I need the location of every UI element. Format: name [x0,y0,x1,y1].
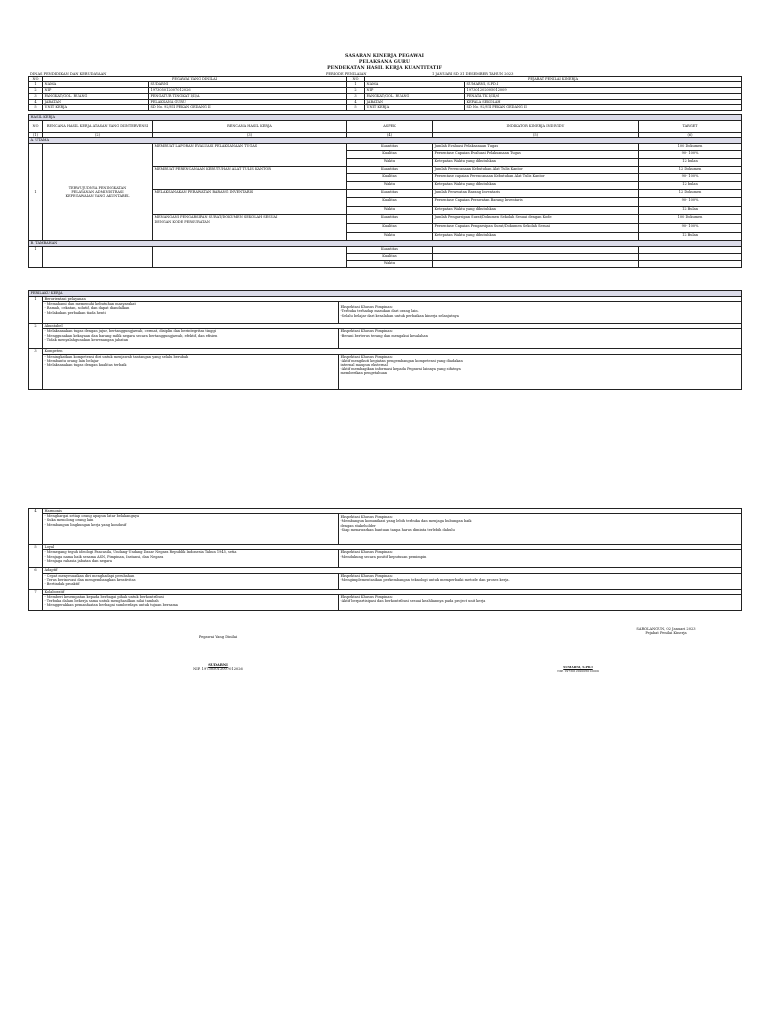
assessor-signature-nip: NIP. 197301202005012009 [557,669,599,673]
title-line-2: PELAKSANA GURU [358,60,411,65]
behavior-name: Kompeten [43,349,742,354]
target-cell [639,246,742,253]
column-index: (4) [347,132,433,138]
behavior-table-part-1 [28,290,742,390]
expectation-line: -Siap menawarkan bantuan tanpa harus diminta terlebih dahulu [340,527,455,532]
id-row-no: 1 [347,82,365,88]
rhk-cell [153,215,347,241]
aspek-cell: Kualitas [347,253,433,260]
section-utama: A. UTAMA [29,138,742,144]
sign-place-date: SAROLANGUN, 02 Januari 2023 [636,627,696,631]
target-cell: 12 bulan [639,181,742,189]
tambahan-no: 1 [29,246,43,267]
aspek-cell: Kualitas [347,174,433,182]
behavior-expectation [339,514,742,545]
expectation-line: Ekspektasi Khusus Pimpinan: [340,550,393,555]
employee-section-title: PEGAWAI YANG DINILAI [43,77,347,82]
aspek-cell: Waktu [347,181,433,189]
id-row-label: NIP [43,88,149,94]
behavior-expectation [339,594,742,610]
indikator-cell [433,246,639,253]
behavior-name: Kolaboratif [43,589,742,594]
col-no: NO [29,120,43,132]
behavior-expectation [339,573,742,589]
id-row-label: PANGKAT/GOL. RUANG [43,93,149,99]
assessor-position: KEPALA SEKOLAH [465,99,742,105]
aspek-cell: Kuantitas [347,143,433,151]
assessor-signature [518,665,638,673]
behavior-point: - Bertindak proaktif [44,582,80,587]
behavior-point: - Menjaga nama baik sesama ASN, Pimpinan, Instansi, dan Negara [44,554,164,559]
expectation-line: -Aktif berpartisipasi dan berkontribusi sesuai keahliannya pada project unit kerja [340,599,486,604]
behavior-point: - Melakukan perbaikan tiada henti [44,310,106,315]
title-line-3: PENDEKATAN HASIL KERJA KUANTITATIF [327,66,442,71]
employee-nip: 197305012007012026 [149,88,347,94]
behavior-point: - Memegang teguh ideologi Pancasila, Undang-Undang Dasar Negara Republik Indonesia Tahun 1945, setia [44,550,237,555]
behavior-expectation [339,550,742,568]
employee-rank: PENGATUR TINGKAT I/II/A [149,93,347,99]
employee-position: PELAKSANA GURU [149,99,347,105]
behavior-name: Loyal [43,545,742,550]
indikator-cell: Persentase Capaian Evaluasi Pelaksanaan Tugas [433,151,639,159]
target-cell: 90- 100% [639,198,742,207]
tambahan-row [29,246,742,253]
target-cell: 12 Dokumen [639,166,742,174]
behavior-point: - Melaksanakan tugas dengan kualitas terbaik [44,363,127,368]
behavior-no: 1 [29,297,43,324]
assessor-unit: SD No. 92/VII PEKAN GEDANG II [465,105,742,111]
aspek-cell: Waktu [347,260,433,267]
indikator-cell: Ketepatan Waktu yang dibutuhkan [433,181,639,189]
behavior-name: Adaptif [43,568,742,573]
employee-signature [118,663,318,672]
behavior-point: - Tidak menyalahgunakan kewenangan jabatan [44,337,129,342]
assessor-section-title: PEJABAT PENILAI KINERJA [365,77,742,82]
target-cell: 12 Dokumen [639,189,742,198]
employee-unit: SD No. 92/VII PEKAN GEDANG II [149,105,347,111]
behavior-point: - Menggunakan kekayaan dan barang milik negara secara bertanggungjawab, efektif, dan efisien [44,333,218,338]
intervensi-line: KEPEGAWAIAN YANG AKUNTABEL [65,193,130,198]
behavior-points [43,550,339,568]
target-cell: 12 Bulan [639,232,742,241]
aspek-cell: Waktu [347,206,433,215]
employee-label: Pegawai Yang Dinilai [198,635,238,639]
behavior-point: - Suka menolong orang lain [44,518,94,523]
expectation-line: Ekspektasi Khusus Pimpinan: [340,515,393,520]
work-results-table [28,114,742,268]
indikator-cell: Jumlah Pengarsipan Surat/Dokumen Sekolah Sesuai dengan Kode [433,215,639,224]
behavior-point: - Cepat menyesuaikan diri menghadapi perubahan [44,573,135,578]
behavior-point: - Menjaga rahasia jabatan dan negara [44,558,112,563]
expectation-line: -Mengimplementasikan perkembangan teknologi untuk memperbaiki metode dan proses kerja. [340,577,510,582]
col-target: TARGET [639,120,742,132]
agency-name: DINAS PENDIDIKAN DAN KEBUDAYAAN [30,72,107,76]
id-row-no: 1 [29,82,43,88]
period-value: 1 JANUARI SD 31 DESEMBER TAHUN 2023 [432,72,514,76]
behavior-point: - Ramah, cekatan, solutif, dan dapat diandalkan [44,306,130,311]
behavior-no: 2 [29,324,43,349]
title-line-1: SASARAN KINERJA PEGAWAI [344,54,425,59]
aspek-cell: Kuantitas [347,189,433,198]
behavior-points [43,302,339,324]
id-row-label: UNIT KERJA [365,105,465,111]
aspek-cell: Kuantitas [347,246,433,253]
indikator-cell: Ketepatan Waktu yang dibutuhkan [433,232,639,241]
id-row-label: NAMA [365,82,465,88]
id-row-label: NIP [365,88,465,94]
indikator-cell [433,260,639,267]
assessor-signature-name: SUMARNI, S.PD.I [563,665,593,669]
tambahan-intervensi [43,246,153,267]
behavior-points [43,573,339,589]
intervensi-text [43,143,153,241]
id-row-no: 2 [29,88,43,94]
rhk-cell [153,166,347,189]
behavior-points [43,514,339,545]
behavior-point: - Membangun lingkungan kerja yang kondusif [44,522,127,527]
target-cell [639,253,742,260]
behavior-name: Harmonis [43,509,742,514]
column-index: (6) [639,132,742,138]
expectation-line: -Berani berterus terang dan mengakui kesalahan [340,333,428,338]
behavior-no: 5 [29,545,43,568]
target-cell: 90- 100% [639,224,742,233]
behavior-points [43,329,339,349]
expectation-line: Ekspektasi Khusus Pimpinan: [340,573,393,578]
identity-table [28,76,742,111]
behavior-point: - Meningkatkan kompetensi diri untuk menjawab tantangan yang selalu berubah [44,354,189,359]
expectation-line: -Aktif mengikuti kegiatan pengembangan kompetensi yang diadakan [340,358,463,363]
section-hasil-kerja: HASIL KERJA [29,115,742,121]
col-indikator: INDIKATOR KINERJA INDIVIDU [433,120,639,132]
id-row-label: JABATAN [43,99,149,105]
indikator-cell: Ketepatan Waktu yang dibutuhkan [433,158,639,166]
tambahan-rhk [153,246,347,267]
behavior-name: Akuntabel [43,324,742,329]
behavior-points [43,594,339,610]
assessor-rank: PENATA TK I/III/d [465,93,742,99]
assessor-nip: 197301202005012009 [465,88,742,94]
behavior-points [43,354,339,389]
behavior-no: 4 [29,509,43,545]
indikator-cell: Persentase Capaian Pengarsipan Surat/Dokumen Sekolah Sesuai [433,224,639,233]
column-index: (5) [433,132,639,138]
aspek-cell: Waktu [347,232,433,241]
behavior-no: 6 [29,568,43,589]
indikator-cell: Jumlah Perawatan Barang Inventaris [433,189,639,198]
behavior-point: - Membantu orang lain belajar [44,358,99,363]
intervensi-line: TERWUJUDNYA PENINGKATAN [68,185,127,190]
expectation-line: Ekspektasi Khusus Pimpinan: [340,329,393,334]
expectation-line: -Aktif membagikan informasi kepada Pegawai lainnya yang sifatnya [340,367,461,372]
behavior-point: - Terus berinovasi dan mengembangkan kreativitas [44,577,136,582]
behavior-no: 3 [29,349,43,389]
expectation-line: -Membangun komunikasi yang lebih terbuka dan menjaga hubungan baik [340,519,472,524]
target-cell: 12 bulan [639,158,742,166]
expectation-line: Ekspektasi Khusus Pimpinan: [340,594,393,599]
section-tambahan: B. TAMBAHAN [29,241,742,247]
behavior-table-part-2 [28,508,742,611]
rhk-text: MELAKSANAKAN PERAWATAN BARANG INVENTARIS [154,189,254,194]
behavior-point: - Menghargai setiap orang apapun latar belakangnya [44,514,140,519]
behavior-point: - Memberi kesempatan kepada berbagai pihak untuk berkontribusi [44,594,164,599]
behavior-point: - Memahami dan memenuhi kebutuhan masyarakat [44,302,136,307]
id-row-no: 3 [347,93,365,99]
behavior-point: - Terbuka dalam bekerja sama untuk menghasilkan nilai tambah [44,599,159,604]
expectation-line: memberikan pengetahuan [340,371,388,376]
employee-signature-name: SUDARNI [208,663,228,667]
expectation-line: -Terbuka terhadap masukan dari orang lain. [340,309,419,314]
aspek-cell: Kualitas [347,151,433,159]
indikator-cell: Persentase Capaian Perawatan Barang Inventaris [433,198,639,207]
assessor-label: Pejabat Penilai Kinerja [645,631,687,636]
rhk-text: MENANGANI PENGARSIPAN SURAT/DOKUMEN SEKOLAH SESUAI [154,215,278,220]
rhk-cell [153,189,347,215]
indikator-cell: Ketepatan Waktu yang dibutuhkan [433,206,639,215]
expectation-line: Ekspektasi Khusus Pimpinan: [340,354,393,359]
rhk-text: DENGAN KODE PERSURATAN [154,219,210,224]
expectation-line: dengan stakeholder [340,523,376,528]
behavior-name: Berorientasi pelayanan [43,297,742,302]
employee-signature-nip: NIP. 197305012007012026 [193,667,243,672]
id-row-no: 5 [347,105,365,111]
rhk-text: MEMBUAT PERENCANAAN KEBUTUHAN ALAT TULIS KANTOR [154,166,271,171]
assessor-name: SUMARNI, S.PD.I [465,82,742,88]
column-index: (3) [153,132,347,138]
expectation-line: -Mendukung secara positif keputusan pemimpin [340,554,427,559]
target-cell: 100 Dokumen [639,143,742,151]
aspek-cell: Kuantitas [347,215,433,224]
indicator-row [29,143,742,151]
aspek-cell: Waktu [347,158,433,166]
id-row-label: JABATAN [365,99,465,105]
id-row-no: 3 [29,93,43,99]
indikator-cell: Persentase capaian Perencanaan Kebutuhan Alat Tulis Kantor [433,174,639,182]
id-row-no: 2 [347,88,365,94]
expectation-line: internal maupun eksternal [340,363,388,368]
id-row [29,105,742,111]
target-cell: 100 Dokumen [639,215,742,224]
column-index: (1) [29,132,43,138]
indikator-cell: Jumlah Evaluasi Pelaksanaan Tugas [433,143,639,151]
behavior-expectation [339,354,742,389]
document-title [28,54,741,72]
col-intervensi: RENCANA HASIL KERJA ATASAN YANG DIINTERVENSI [43,120,153,132]
rhk-text: MEMBUAT LAPORAN EVALUASI PELAKSANAAN TUGAS [154,143,258,148]
aspek-cell: Kuantitas [347,166,433,174]
signature-assessor-header [591,627,741,636]
col-aspek: ASPEK [347,120,433,132]
target-cell: 90- 100% [639,151,742,159]
employee-name: SUDARNI [149,82,347,88]
behavior-no: 7 [29,589,43,610]
behavior-point: - Melaksanakan tugas dengan jujur, bertanggungjawab, cermat, disiplin dan berintegritas tinggi [44,329,216,334]
id-row-no: 4 [347,99,365,105]
col-rhk: RENCANA HASIL KERJA [153,120,347,132]
utama-row-no: 1 [29,143,43,241]
id-no-header-2: NO [347,77,365,82]
id-no-header: NO [29,77,43,82]
id-row-label: PANGKAT/GOL. RUANG [365,93,465,99]
column-index: (2) [43,132,153,138]
section-perilaku: PERILAKU KERJA [29,291,742,297]
target-cell: 90- 100% [639,174,742,182]
id-row-no: 4 [29,99,43,105]
expectation-line: Ekspektasi Khusus Pimpinan: [340,305,393,310]
target-cell: 12 Bulan [639,206,742,215]
indikator-cell [433,253,639,260]
intervensi-line: PELAYANAN ADMINISTRASI [71,189,124,194]
behavior-expectation [339,329,742,349]
id-row-label: UNIT KERJA [43,105,149,111]
target-cell [639,260,742,267]
rhk-cell [153,143,347,166]
aspek-cell: Kualitas [347,198,433,207]
period-label: PERIODE PENILAIAN [326,72,367,76]
indikator-cell: Jumlah Perencanaan Kebutuhan Alat Tulis Kantor [433,166,639,174]
id-row-no: 5 [29,105,43,111]
behavior-point: - Menggerakkan pemanfaatan berbagai sumberdaya untuk tujuan bersama [44,603,178,608]
expectation-line: -Selalu belajar dari kesalahan untuk perbaikan kinerja selanjutnya [340,313,459,318]
behavior-expectation [339,302,742,324]
aspek-cell: Kualitas [347,224,433,233]
id-row-label: NAMA [43,82,149,88]
